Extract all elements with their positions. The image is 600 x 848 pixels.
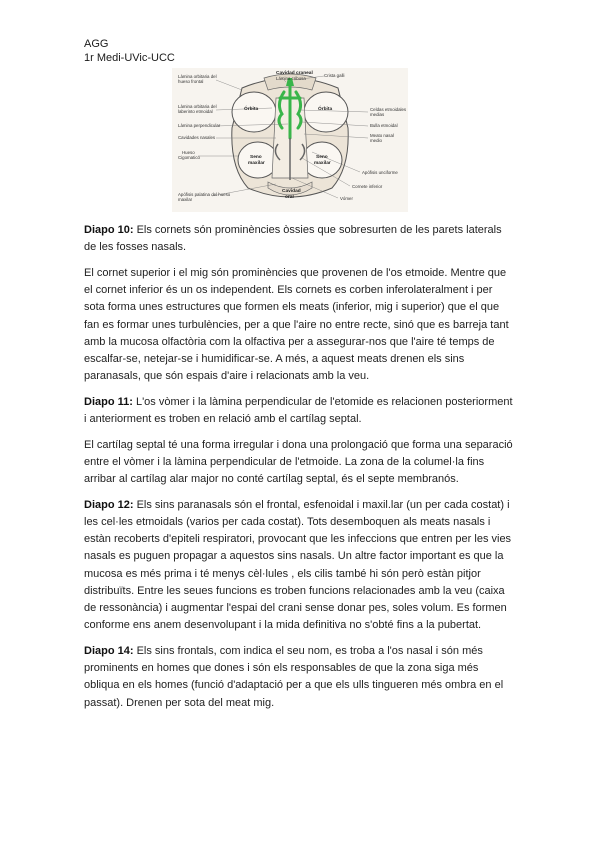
label-cav-oral-1: Cavidad	[282, 189, 301, 194]
label-hueso-cig-2: Cigomatico	[178, 155, 200, 160]
label-seno-left-1: Seno	[250, 155, 262, 160]
label-lamina-cribosa: Lámina cribosa	[276, 76, 306, 81]
paragraph-text: El cartílag septal té una forma irregular i dona una prolongació que forma una separació entre el vòmer i la làmina perpendicular de l'etmoide. La zona de la columel·la fins arribar al cartílag alar major no conté cartílag septal, és el septe membranós.	[84, 438, 513, 486]
label-cav-oral-2: oral	[285, 195, 294, 200]
paragraph-title: Diapo 11:	[84, 395, 133, 408]
paragraph-cornets	[84, 265, 516, 385]
left-orbit	[232, 92, 276, 132]
label-meato-2: medio	[370, 138, 382, 143]
paragraph-diapo-10	[84, 222, 516, 256]
notes-body	[84, 222, 516, 720]
label-apof-unc: Apófisis unciforme	[362, 170, 398, 175]
label-meato-1: Meato nasal	[370, 133, 394, 138]
label-seno-right-1: Seno	[316, 155, 328, 160]
label-bulla: Bulla etmoidal	[370, 123, 398, 128]
paragraph-text: El cornet superior i el mig són prominències que provenen de l'os etmoide. Mentre que el cornet inferior és un os independent. Els cornets es corben inferolateralment i per sota forma unes estructures que formen els meats (inferior, mig i superior) que el que fan es formar unes turbulències, per a que l'aire no entre recte, sinó que es barreja tant amb la mucosa olfactòria com la olfactiva per a assegurar-nos que l'aire té temps de escalfar-se, netejar-se i humidificar-se. A més, a aquest meats drenen els sins paranasals, que són espais d'aire i relacionats amb la veu.	[84, 266, 509, 383]
paragraph-diapo-14	[84, 643, 516, 712]
paragraph-cartilag-septal	[84, 437, 516, 489]
label-seno-right-2: maxilar	[314, 161, 331, 166]
document-header	[84, 37, 175, 65]
label-cornete-inf: Cornete inferior	[352, 184, 383, 189]
label-top-left-2: hueso frontal	[178, 79, 204, 84]
label-celdas-2: medias	[370, 112, 385, 117]
label-orbita-right: Órbita	[318, 107, 333, 112]
paragraph-title: Diapo 12:	[84, 498, 134, 511]
label-crista-galli: Crista galli	[324, 73, 345, 78]
label-cav-craneal: Cavidad craneal	[276, 71, 313, 76]
label-seno-left-2: maxilar	[248, 161, 265, 166]
paragraph-diapo-11	[84, 394, 516, 428]
label-lamina-perp: Làmina perpendicular	[178, 123, 221, 128]
paragraph-text: L'os vòmer i la làmina perpendicular de l'etomide es relacionen posteriorment i anteriorment es troben en relació amb el cartílag septal.	[84, 395, 513, 426]
paragraph-title: Diapo 10:	[84, 224, 134, 236]
label-hueso-cig-1: Hueso	[182, 150, 195, 155]
author-initials: AGG	[84, 38, 109, 50]
paragraph-text: Els sins frontals, com indica el seu nom, es troba a l'os nasal i són més prominents en homes que dones i són els responsables de que la zona siga més obliqua en els homes (funció d'adaptació per a que els ulls tingueren més ombra en el passat). Drenen per sota del meat mig.	[84, 644, 504, 709]
label-lamina-orb-2: laberinto etmoidal	[178, 109, 213, 114]
diagram-svg	[172, 68, 408, 212]
paragraph-text: Els sins paranasals són el frontal, esfenoidal i maxil.lar (un per cada costat) i les cel·les etmoidals (varios per cada costat). Tots desemboquen als meats nasals i estàn recoberts d'epiteli respiratori, provocant que les infeccions que entren per les vies nasals es puguen propagar a aquestos sins nasals. Un altre factor important es que la mucosa es més prima i té menys cèl·lules , els cilis també hi són però estàn pitjor distribuïts. Entre les seues funcions es troben funcions relacionades amb la veu (caixa de ressonància) i augmentar l'espai del crani sense donar pes, soles volum. Es formen conforme ens anem desenvolupant i la mida definitiva no s'obté fins a la pubertat.	[84, 498, 512, 632]
course-info: 1r Medi-UVic-UCC	[84, 52, 175, 64]
right-orbit	[304, 92, 348, 132]
label-lamina-orb-1: Làmina orbitaria del	[178, 104, 217, 109]
label-cav-nasales: Cavidades nasales	[178, 135, 216, 140]
label-orbita-left: Órbita	[244, 107, 259, 112]
label-apofisis-1: Apófisis palatina del hueso	[178, 192, 231, 197]
label-top-left-1: Làmina orbitaria del	[178, 74, 217, 79]
label-celdas-1: Celdas etmoidales	[370, 107, 407, 112]
nasal-cavity-diagram	[172, 68, 408, 212]
paragraph-diapo-12	[84, 497, 516, 635]
paragraph-title: Diapo 14:	[84, 644, 134, 657]
paragraph-text: Els cornets són prominències òssies que sobresurten de les parets laterals de les fosses nasals.	[84, 224, 502, 254]
label-apofisis-2: maxilar	[178, 197, 193, 202]
label-vomer: Vómer	[340, 196, 353, 201]
